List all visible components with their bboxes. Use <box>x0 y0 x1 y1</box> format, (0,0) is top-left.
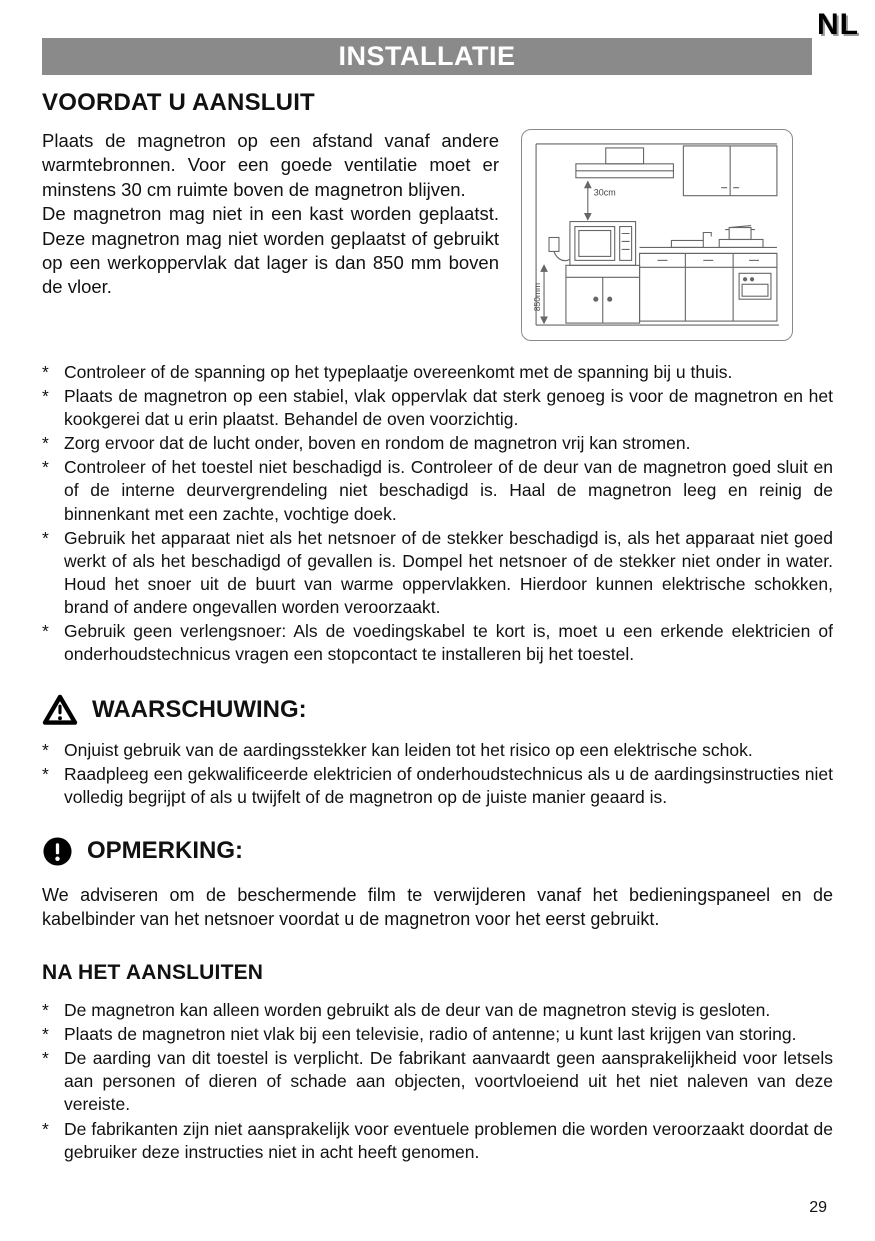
bullet-text: Onjuist gebruik van de aardingsstekker kan leiden tot het risico op een elektrische schok. <box>64 740 753 761</box>
bullet-marker: * <box>42 621 49 642</box>
bullet-marker: * <box>42 1024 49 1045</box>
bullet-marker: * <box>42 386 49 407</box>
list-item <box>42 1047 833 1116</box>
bullet-text: De magnetron kan alleen worden gebruikt als de deur van de magnetron stevig is gesloten. <box>64 1000 771 1021</box>
bullet-text: Controleer of het toestel niet beschadigd is. Controleer of de deur van de magnetron goed sluit en of de interne deurvergrendeling niet beschadigd is. Haal de magnetron leeg en reinig de binnenkant met een zachte, vochtige doek. <box>64 457 833 524</box>
list-item <box>42 527 833 619</box>
bullet-marker: * <box>42 764 49 785</box>
list-item <box>42 361 833 384</box>
list-item <box>42 620 833 666</box>
note-title: OPMERKING: <box>87 837 243 864</box>
note-text: We adviseren om de beschermende film te verwijderen vanaf het bedieningspaneel en de kabelbinder van het netsnoer voordat u de magnetron voor het eerst gebruikt. <box>42 884 833 929</box>
bullet-marker: * <box>42 1118 49 1139</box>
kitchen-illustration-drawing <box>522 130 791 339</box>
list-item <box>42 1023 833 1046</box>
bullet-marker: * <box>42 362 49 382</box>
section-title-after-connect: NA HET AANSLUITEN <box>42 961 264 985</box>
list-item <box>42 763 833 809</box>
note-exclamation-icon <box>42 836 73 867</box>
bullet-marker: * <box>42 457 49 478</box>
bullet-marker: * <box>42 433 49 454</box>
bullet-text: Controleer of de spanning op het typeplaatje overeenkomt met de spanning bij u thuis. <box>64 362 733 382</box>
bullet-text: Plaats de magnetron op een stabiel, vlak oppervlak dat sterk genoeg is voor de magnetron en het kookgerei dat u erin plaatst. Behandel de oven voorzichtig. <box>64 386 833 430</box>
list-item <box>42 739 833 762</box>
page-header-bar <box>42 38 812 75</box>
warning-bullet-list <box>42 739 833 809</box>
bullet-marker: * <box>42 740 49 761</box>
intro-paragraph-2: De magnetron mag niet in een kast worden geplaatst. Deze magnetron mag niet worden geplaatst of gebruikt op een werkoppervlak dat lager is dan 850 mm boven de vloer. <box>42 203 499 298</box>
section-title-before-connect: VOORDAT U AANSLUIT <box>42 89 315 116</box>
bullet-text: Plaats de magnetron niet vlak bij een televisie, radio of antenne; u kunt last krijgen van storing. <box>64 1024 797 1045</box>
bullet-text: De aarding van dit toestel is verplicht. De fabrikant aanvaardt geen aansprakelijkheid voor letsels aan personen of dieren of schade aan objecten, voortvloeiend uit het niet naleven van deze vereiste. <box>64 1048 833 1115</box>
list-item <box>42 432 833 455</box>
warning-section <box>42 694 833 809</box>
bullet-text: De fabrikanten zijn niet aansprakelijk voor eventuele problemen die worden veroorzaakt doordat de gebruiker deze instructies niet in acht heeft genomen. <box>64 1118 833 1162</box>
warning-heading <box>42 694 833 725</box>
before-connect-bullet-list <box>42 361 833 666</box>
note-section <box>42 836 833 932</box>
label-850mm: 850mm <box>532 282 543 312</box>
page-number: 29 <box>809 1199 827 1216</box>
warning-triangle-icon <box>42 694 78 725</box>
kitchen-illustration <box>521 129 793 341</box>
bullet-marker: * <box>42 1000 49 1021</box>
bullet-text: Raadpleeg een gekwalificeerde elektricien of onderhoudstechnicus als u de aardingsinstructies niet volledig begrijpt of als u twijfelt of de magnetron op de juiste manier geaard is. <box>64 764 833 808</box>
after-connect-section <box>42 961 833 1164</box>
bullet-marker: * <box>42 527 49 548</box>
bullet-marker: * <box>42 1048 49 1069</box>
intro-paragraph-1: Plaats de magnetron op een afstand vanaf andere warmtebronnen. Voor een goede ventilatie moet er minstens 30 cm ruimte boven de magnetron blijven. <box>42 130 499 200</box>
warning-title: WAARSCHUWING: <box>92 695 307 723</box>
note-heading <box>42 836 833 867</box>
page-header-title: INSTALLATIE <box>338 41 516 71</box>
bullet-text: Gebruik het apparaat niet als het netsnoer of de stekker beschadigd is, als het apparaat niet goed werkt of als het beschadigd of gevallen is. Dompel het netsnoer of de stekker niet onder in water. Houd het snoer uit de buurt van warme oppervlakken. Hierdoor kunnen elektrische schokken, brand of andere ongevallen worden veroorzaakt. <box>64 527 833 617</box>
bullet-text: Zorg ervoor dat de lucht onder, boven en rondom de magnetron vrij kan stromen. <box>64 433 691 454</box>
list-item <box>42 1118 833 1164</box>
list-item <box>42 385 833 431</box>
intro-text-column <box>42 129 499 300</box>
intro-row <box>42 129 833 341</box>
label-30cm: 30cm <box>593 187 616 198</box>
list-item <box>42 456 833 525</box>
bullet-text: Gebruik geen verlengsnoer: Als de voedingskabel te kort is, moet u een erkende elektricien of onderhoudstechnicus vragen een stopcontact te installeren bij het toestel. <box>64 621 833 665</box>
list-item <box>42 999 833 1022</box>
language-badge: NL <box>817 8 859 41</box>
after-connect-bullet-list <box>42 999 833 1164</box>
